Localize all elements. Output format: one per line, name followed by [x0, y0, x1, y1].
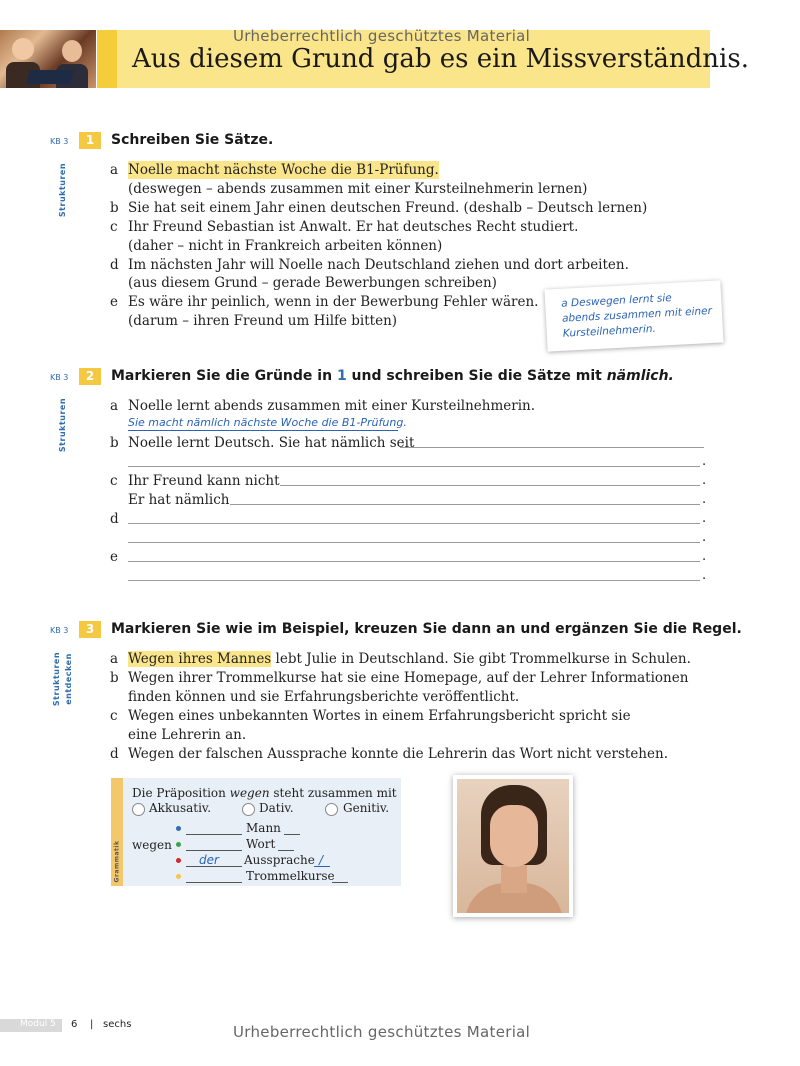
page-number: 6 — [71, 1019, 78, 1030]
noun-aussprache: Aussprache — [244, 853, 315, 867]
radio-genitiv[interactable] — [325, 803, 338, 816]
item-1e-line1: Es wäre ihr peinlich, wenn in der Bewerbung Fehler wären. — [128, 294, 539, 310]
article-blank-2[interactable] — [186, 850, 242, 851]
watermark-bottom: Urheberrechtlich geschütztes Material — [233, 1023, 531, 1041]
item-2c-text1: Ihr Freund kann nicht — [128, 473, 280, 489]
page-title: Aus diesem Grund gab es ein Missverständnis. — [132, 44, 749, 74]
period: . — [702, 492, 707, 507]
header-photo — [0, 30, 96, 88]
bullet-plural — [176, 874, 181, 879]
item-1a-line2: (deswegen – abends zusammen mit einer Kursteilnehmerin lernen) — [128, 181, 588, 197]
noun-trommelkurse: Trommelkurse — [246, 869, 335, 883]
item-letter: c — [110, 473, 118, 489]
item-3b-line2: finden können und sie Erfahrungsberichte veröffentlicht. — [128, 689, 520, 705]
answer-line[interactable] — [128, 466, 700, 467]
item-letter: b — [110, 200, 119, 216]
item-letter: a — [110, 398, 119, 414]
item-letter: b — [110, 435, 119, 451]
side-label-strukturen-3: Strukturen — [52, 651, 61, 707]
option-akkusativ: Akkusativ. — [149, 801, 212, 815]
rule-em: wegen — [229, 786, 270, 800]
item-1c-line2: (daher – nicht in Frankreich arbeiten können) — [128, 238, 443, 254]
period: . — [702, 530, 707, 545]
item-letter: d — [110, 746, 119, 762]
highlighted-phrase: Wegen ihres Mannes — [128, 651, 272, 667]
item-1d-line1: Im nächsten Jahr will Noelle nach Deutschland ziehen und dort arbeiten. — [128, 257, 629, 273]
exercise-number-2: 2 — [79, 368, 101, 385]
item-1c-line1: Ihr Freund Sebastian ist Anwalt. Er hat deutsches Recht studiert. — [128, 219, 579, 235]
item-3a-text — [128, 650, 691, 668]
bullet-masculine — [176, 826, 181, 831]
option-dativ: Dativ. — [259, 801, 294, 815]
answer-line[interactable] — [280, 485, 700, 486]
article-blank-4[interactable] — [186, 882, 242, 883]
item-letter: d — [110, 257, 119, 273]
option-genitiv: Genitiv. — [343, 801, 390, 815]
item-3c-line2: eine Lehrerin an. — [128, 727, 247, 743]
exercise-number-3: 3 — [79, 621, 101, 638]
period: . — [702, 511, 707, 526]
exercise-heading-3: Markieren Sie wie im Beispiel, kreuzen Sie dann an und ergänzen Sie die Regel. — [111, 621, 742, 637]
footer-separator: | — [90, 1019, 94, 1030]
rule-part: steht zusammen mit — [269, 786, 397, 800]
item-letter: a — [110, 162, 119, 178]
radio-dativ[interactable] — [242, 803, 255, 816]
item-1b-line1: Sie hat seit einem Jahr einen deutschen Freund. (deshalb – Deutsch lernen) — [128, 200, 648, 216]
ending-blank-2[interactable] — [278, 850, 294, 851]
exercise-heading-2 — [111, 368, 674, 384]
ending-blank-1[interactable] — [284, 834, 300, 835]
side-label-strukturen-1: Strukturen — [58, 162, 67, 218]
kb-label-2: KB 3 — [50, 373, 69, 382]
item-3a-rest: lebt Julie in Deutschland. Sie gibt Trommelkurse in Schulen. — [271, 651, 691, 667]
heading-part: und schreiben Sie die Sätze mit — [346, 368, 607, 384]
noun-mann: Mann — [246, 821, 281, 835]
item-letter: a — [110, 651, 119, 667]
answer-line[interactable] — [400, 447, 704, 448]
article-blank-1[interactable] — [186, 834, 242, 835]
answer-line[interactable] — [230, 504, 700, 505]
heading-part: Markieren Sie die Gründe in — [111, 368, 337, 384]
period: . — [702, 549, 707, 564]
item-2c-text2: Er hat nämlich — [128, 492, 230, 508]
period: . — [702, 454, 707, 469]
item-letter: c — [110, 708, 118, 724]
noun-wort: Wort — [246, 837, 276, 851]
watermark-top: Urheberrechtlich geschütztes Material — [233, 27, 531, 45]
ending-blank-4[interactable] — [332, 882, 348, 883]
period: . — [702, 568, 707, 583]
item-3c-line1: Wegen eines unbekannten Wortes in einem Erfahrungsbericht spricht sie — [128, 708, 631, 724]
example-answer-2a: Sie macht nämlich nächste Woche die B1-Prüfung. — [128, 416, 407, 429]
item-2a-text: Noelle lernt abends zusammen mit einer Kursteilnehmerin. — [128, 398, 536, 414]
item-letter: d — [110, 511, 119, 527]
item-3b-line1: Wegen ihrer Trommelkurse hat sie eine Homepage, auf der Lehrer Informationen — [128, 670, 689, 686]
item-1a-line1: Noelle macht nächste Woche die B1-Prüfung. — [128, 162, 439, 178]
heading-ref: 1 — [336, 368, 347, 384]
item-letter: c — [110, 219, 118, 235]
answer-underline — [128, 430, 398, 431]
grammar-label: Grammatik — [113, 840, 121, 883]
item-letter: b — [110, 670, 119, 686]
bullet-feminine — [176, 858, 181, 863]
side-label-strukturen-2: Strukturen — [58, 397, 67, 453]
item-letter: e — [110, 549, 118, 565]
period: . — [702, 473, 707, 488]
exercise-number-1: 1 — [79, 132, 101, 149]
item-3d-text: Wegen der falschen Aussprache konnte die Lehrerin das Wort nicht verstehen. — [128, 746, 668, 762]
note-line: abends zusammen mit einer — [561, 304, 713, 325]
grammar-rule — [132, 786, 397, 801]
item-1d-line2: (aus diesem Grund – gerade Bewerbungen schreiben) — [128, 275, 497, 291]
side-label-entdecken: entdecken — [64, 653, 73, 705]
portrait-photo — [453, 775, 573, 917]
answer-line[interactable] — [128, 523, 700, 524]
rule-part: Die Präposition — [132, 786, 230, 800]
item-2b-text: Noelle lernt Deutsch. Sie hat nämlich seit — [128, 435, 415, 451]
heading-em: nämlich. — [606, 368, 674, 384]
kb-label-3: KB 3 — [50, 626, 69, 635]
radio-akkusativ[interactable] — [132, 803, 145, 816]
item-letter: e — [110, 294, 118, 310]
answer-line[interactable] — [128, 580, 700, 581]
bullet-neuter — [176, 842, 181, 847]
example-answer-note — [544, 280, 723, 351]
wegen-label: wegen — [132, 838, 172, 852]
answer-line[interactable] — [128, 542, 700, 543]
exercise-heading-1: Schreiben Sie Sätze. — [111, 132, 274, 148]
note-line: a Deswegen lernt sie — [560, 292, 673, 310]
ending-answer: / — [319, 853, 324, 867]
page-word: sechs — [103, 1019, 132, 1030]
note-line: Kursteilnehmerin. — [562, 322, 657, 340]
kb-label-1: KB 3 — [50, 137, 69, 146]
answer-line[interactable] — [128, 561, 700, 562]
article-answer-der: der — [199, 853, 219, 867]
item-1e-line2: (darum – ihren Freund um Hilfe bitten) — [128, 313, 398, 329]
footer-modul: Modul 5 — [20, 1019, 56, 1029]
